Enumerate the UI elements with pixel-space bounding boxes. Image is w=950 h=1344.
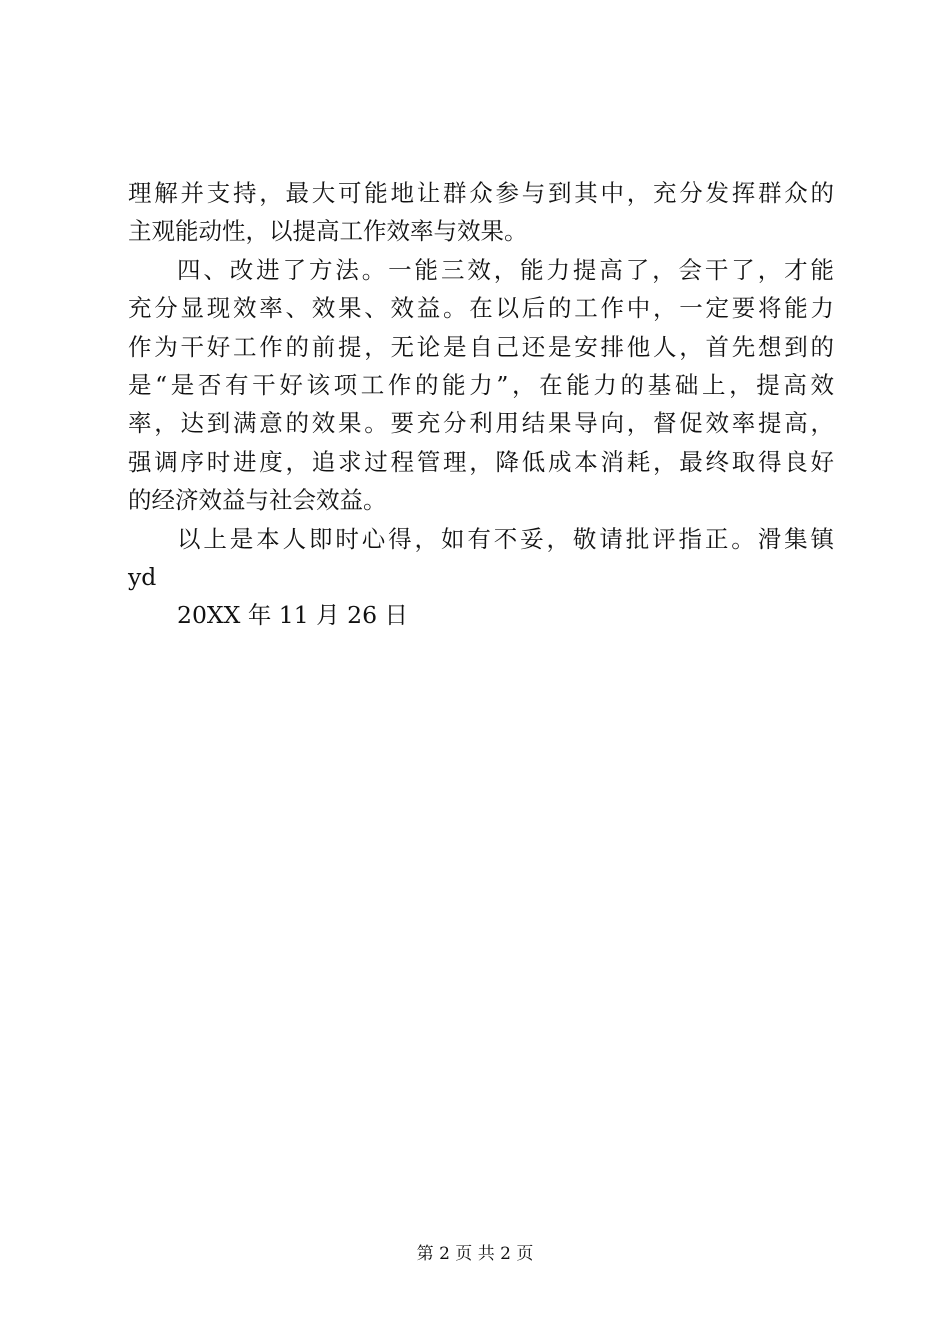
text-line: 主观能动性，以提高工作效率与效果。 [128,217,528,246]
text-line: 充分显现效率、效果、效益。在以后的工作中，一定要将能力 [128,294,834,323]
document-body [128,174,834,635]
closing-line: 以上是本人即时心得，如有不妥，敬请批评指正。滑集镇 [177,524,834,553]
signature-line: yd [128,562,157,591]
page-number-label: 第 2 页 共 2 页 [416,1244,534,1264]
text-line: 作为干好工作的前提，无论是自己还是安排他人，首先想到的 [128,332,834,361]
text-line: 的经济效益与社会效益。 [128,486,387,515]
date-line: 20XX 年 11 月 26 日 [177,601,409,630]
text-line: 是“是否有干好该项工作的能力”，在能力的基础上，提高效 [128,370,834,399]
page-footer [0,1242,950,1266]
text-line: 理解并支持，最大可能地让群众参与到其中，充分发挥群众的 [128,179,834,207]
text-line: 强调序时进度，追求过程管理，降低成本消耗，最终取得良好 [128,447,834,476]
paragraph-heading-line: 四、改进了方法。一能三效，能力提高了，会干了，才能 [177,255,834,284]
text-line: 率，达到满意的效果。要充分利用结果导向，督促效率提高， [128,409,834,438]
